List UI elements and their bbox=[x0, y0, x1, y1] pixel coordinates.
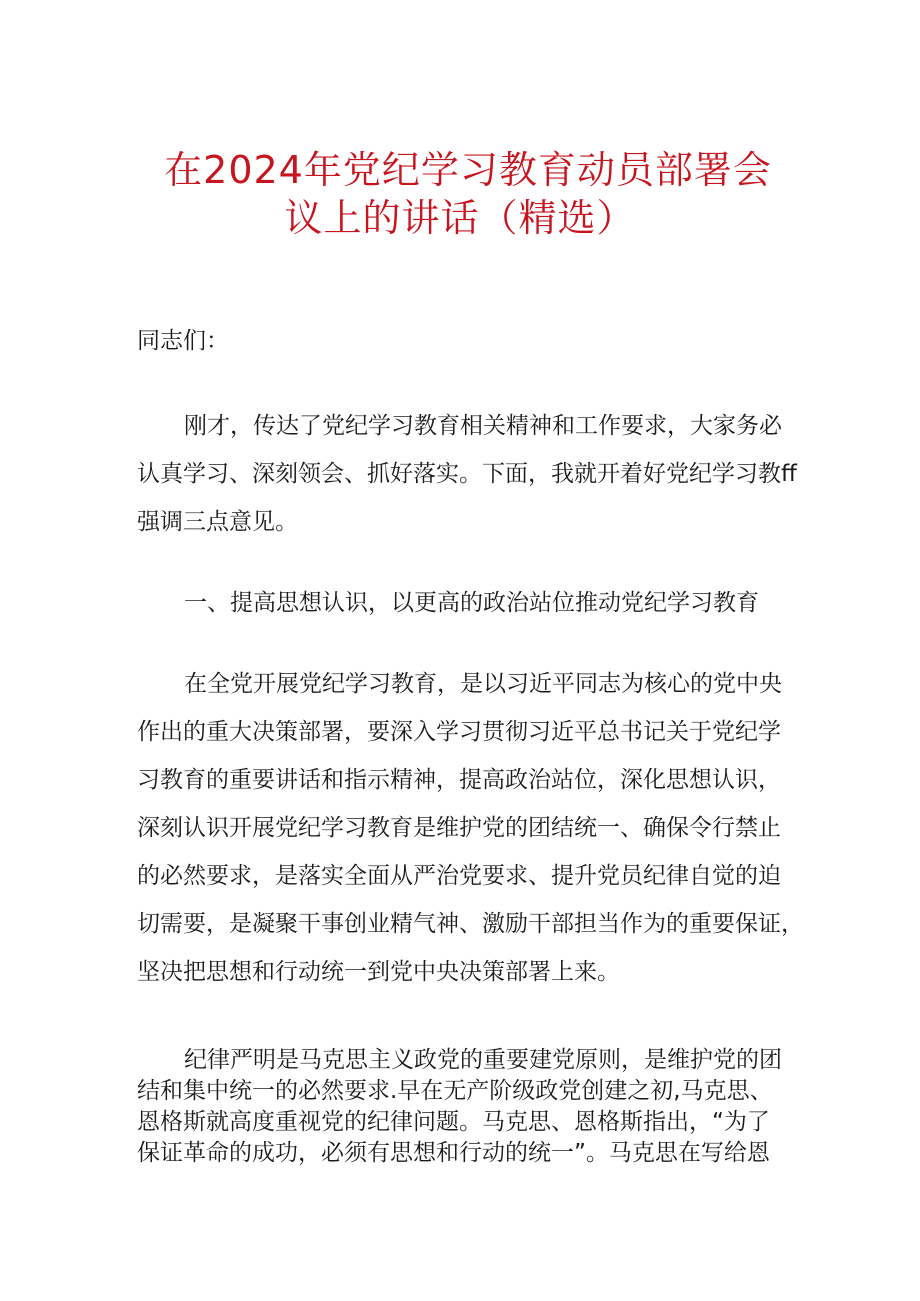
paragraph-1-line-1: 刚才，传达了党纪学习教育相关精神和工作要求，大家务必 bbox=[184, 413, 782, 439]
document-title-line-1: 在2024年党纪学习教育动员部署会 bbox=[164, 148, 772, 192]
paragraph-4-line-2: 结和集中统一的必然要求.早在无产阶级政党创建之初,马克思、 bbox=[137, 1078, 773, 1104]
paragraph-4-line-1: 纪律严明是马克思主义政党的重要建党原则，是维护党的团 bbox=[184, 1047, 782, 1073]
paragraph-1-line-3: 强调三点意见。 bbox=[137, 509, 298, 535]
paragraph-3-line-7: 坚决把思想和行动统一到党中央决策部署上来。 bbox=[137, 959, 620, 985]
paragraph-3-line-5: 的必然要求，是落实全面从严治党要求、提升党员纪律自觉的迫 bbox=[137, 863, 781, 889]
paragraph-3-line-3: 习教育的重要讲话和指示精神，提高政治站位，深化思想认识， bbox=[137, 767, 781, 793]
paragraph-1-line-2: 认真学习、深刻领会、抓好落实。下面，我就开着好党纪学习教ff bbox=[137, 461, 797, 487]
paragraph-4-line-4: 保证革命的成功，必须有思想和行动的统一”。马克思在写给恩 bbox=[137, 1140, 770, 1166]
paragraph-3-line-4: 深刻认识开展党纪学习教育是维护党的团结统一、确保令行禁止 bbox=[137, 815, 781, 841]
paragraph-4-line-3: 恩格斯就高度重视党的纪律问题。马克思、恩格斯指出，“为了 bbox=[137, 1109, 770, 1135]
paragraph-3-line-2: 作出的重大决策部署，要深入学习贯彻习近平总书记关于党纪学 bbox=[137, 719, 781, 745]
section-heading-1: 一、提高思想认识，以更高的政治站位推动党纪学习教育 bbox=[184, 590, 759, 616]
paragraph-3-line-1: 在全党开展党纪学习教育，是以习近平同志为核心的党中央 bbox=[184, 671, 782, 697]
paragraph-3-line-6: 切需要，是凝聚干事创业精气神、激励干部担当作为的重要保证， bbox=[137, 911, 804, 937]
document-title-line-2: 议上的讲话（精选） bbox=[284, 196, 636, 240]
greeting: 同志们： bbox=[137, 328, 229, 354]
